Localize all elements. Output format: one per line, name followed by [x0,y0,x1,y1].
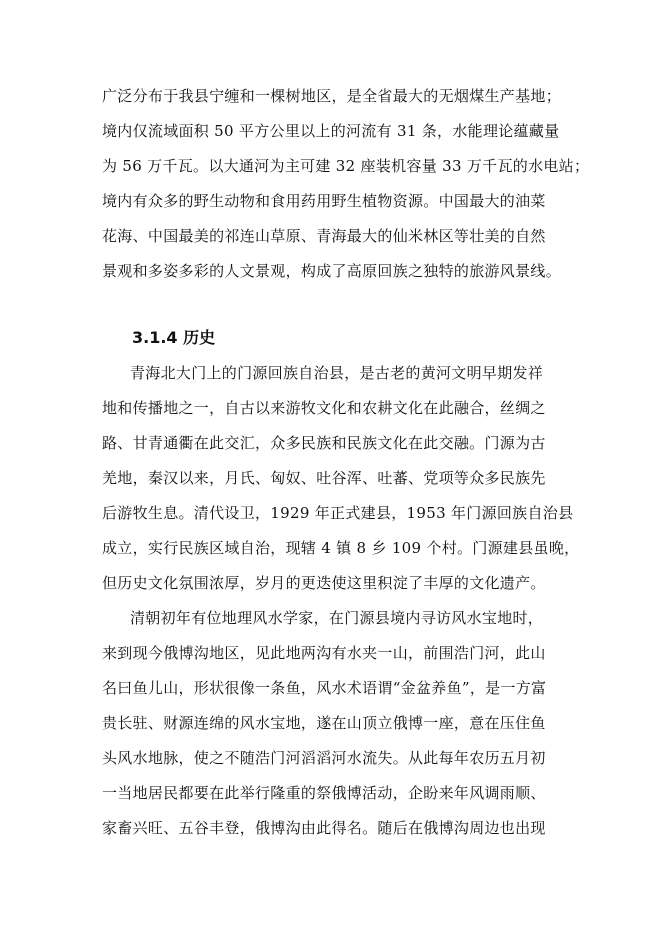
paragraph-line: 家畜兴旺、五谷丰登，俄博沟由此得名。随后在俄博沟周边也出现 [102,819,546,837]
paragraph-line: 但历史文化氛围浓厚，岁月的更迭使这里积淀了丰厚的文化遗产。 [102,574,546,592]
paragraph-line: 地和传播地之一，自古以来游牧文化和农耕文化在此融合，丝绸之 [102,399,546,417]
paragraph-line: 花海、中国最美的祁连山草原、青海最大的仙米林区等壮美的自然 [102,227,546,245]
paragraph-line: 为 56 万千瓦。以大通河为主可建 32 座装机容量 33 万千瓦的水电站； [102,157,590,175]
paragraph-line: 景观和多姿多彩的人文景观，构成了高原回族之独特的旅游风景线。 [102,262,562,280]
paragraph-line: 头风水地脉，使之不随浩门河滔滔河水流失。从此每年农历五月初 [102,749,546,767]
paragraph-line: 广泛分布于我县宁缠和一棵树地区，是全省最大的无烟煤生产基地； [102,87,562,105]
paragraph-line: 名曰鱼儿山，形状很像一条鱼，风水术语谓“金盆养鱼”，是一方富 [102,679,547,697]
paragraph-line: 境内有众多的野生动物和食用药用野生植物资源。中国最大的油菜 [102,192,546,210]
paragraph-line: 境内仅流域面积 50 平方公里以上的河流有 31 条，水能理论蕴藏量 [102,122,560,140]
paragraph-line: 后游牧生息。清代设卫，1929 年正式建县，1953 年门源回族自治县 [102,504,574,522]
paragraph-line: 路、甘青通衢在此交汇，众多民族和民族文化在此交融。门源为古 [102,434,546,452]
paragraph-line: 成立，实行民族区域自治，现辖 4 镇 8 乡 109 个村。门源建县虽晚， [102,539,580,557]
paragraph-line: 一当地居民都要在此举行隆重的祭俄博活动，企盼来年风调雨顺、 [102,784,546,802]
paragraph-line: 青海北大门上的门源回族自治县，是古老的黄河文明早期发祥 [130,364,544,382]
paragraph-line: 羌地，秦汉以来，月氏、匈奴、吐谷浑、吐蕃、党项等众多民族先 [102,469,546,487]
paragraph-line: 来到现今俄博沟地区，见此地两沟有水夹一山，前围浩门河，此山 [102,644,546,662]
paragraph-line: 清朝初年有位地理风水学家，在门源县境内寻访风水宝地时， [130,609,544,627]
section-heading: 3.1.4 历史 [132,328,216,347]
paragraph-line: 贵长驻、财源连绵的风水宝地，遂在山顶立俄博一座，意在压住鱼 [102,714,546,732]
